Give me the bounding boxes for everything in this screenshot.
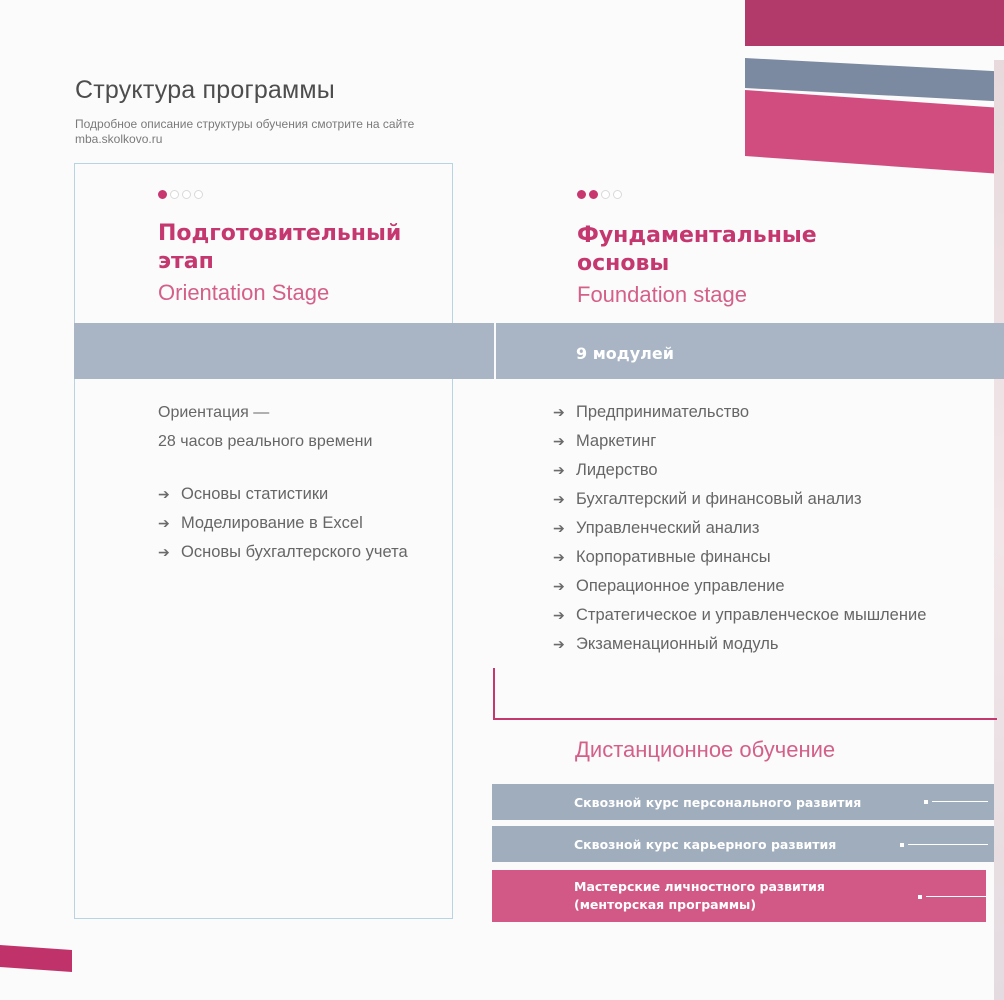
modules-count-label: 9 модулей: [576, 344, 674, 363]
arrow-right-icon: ➔: [553, 462, 565, 478]
list-item: ➔ Лидерство: [553, 456, 926, 485]
progress-dot-icon: [170, 190, 179, 199]
progress-dot-icon: [589, 190, 598, 199]
progress-dot-icon: [158, 190, 167, 199]
foundation-progress-dots: [577, 190, 622, 199]
orientation-title-ru: Подготовительный этап: [158, 221, 402, 274]
orientation-heading: [158, 220, 448, 307]
course-label: Сквозной курс персонального развития: [574, 794, 862, 810]
marker-dot-icon: [900, 843, 904, 847]
marker-line: [932, 801, 988, 802]
arrow-right-icon: ➔: [553, 636, 565, 652]
list-item: ➔ Бухгалтерский и финансовый анализ: [553, 485, 926, 514]
foundation-module-list: [553, 398, 926, 659]
orientation-intro-line1: Ориентация —: [158, 404, 270, 421]
progress-dot-icon: [194, 190, 203, 199]
page-title: Структура программы: [75, 76, 335, 104]
marker-dot-icon: [924, 800, 928, 804]
arrow-right-icon: ➔: [553, 433, 565, 449]
orientation-intro-line2: 28 часов реального времени: [158, 433, 373, 450]
list-item: ➔ Управленческий анализ: [553, 514, 926, 543]
foundation-heading: [577, 222, 877, 309]
decor-stripe-top: [745, 0, 1004, 46]
list-item: ➔ Корпоративные финансы: [553, 543, 926, 572]
list-item: ➔ Основы статистики: [158, 480, 408, 509]
list-item: ➔ Экзаменационный модуль: [553, 630, 926, 659]
decor-bottom-accent: [0, 945, 72, 972]
marker-dot-icon: [918, 895, 922, 899]
orientation-progress-dots: [158, 190, 203, 199]
course-bar-mentor: [492, 870, 986, 922]
progress-dot-icon: [613, 190, 622, 199]
foundation-band: [496, 323, 1004, 379]
orientation-band: [74, 323, 494, 379]
connector-line-vertical: [493, 668, 495, 720]
marker-line: [926, 896, 986, 897]
course-bar-career: [492, 826, 994, 862]
orientation-intro: [158, 398, 372, 456]
list-item: ➔ Стратегическое и управленческое мышление: [553, 601, 926, 630]
connector-line-horizontal: [493, 718, 997, 720]
marker-line: [908, 844, 988, 845]
foundation-title-ru: Фундаментальные основы: [577, 223, 817, 276]
foundation-title-en: Foundation stage: [577, 282, 748, 307]
arrow-right-icon: ➔: [553, 404, 565, 420]
course-label: Сквозной курс карьерного развития: [574, 836, 837, 852]
arrow-right-icon: ➔: [553, 520, 565, 536]
arrow-right-icon: ➔: [553, 578, 565, 594]
arrow-right-icon: ➔: [553, 607, 565, 623]
course-label: Мастерские личностного развития (менторская программы): [574, 879, 825, 912]
orientation-list: [158, 480, 408, 567]
progress-dot-icon: [601, 190, 610, 199]
arrow-right-icon: ➔: [553, 491, 565, 507]
list-item: ➔ Моделирование в Excel: [158, 509, 408, 538]
arrow-right-icon: ➔: [158, 515, 170, 531]
progress-dot-icon: [577, 190, 586, 199]
list-item: ➔ Предпринимательство: [553, 398, 926, 427]
arrow-right-icon: ➔: [158, 544, 170, 560]
decor-stripe-pink: [745, 90, 1004, 174]
decor-page-edge: [994, 60, 1004, 1000]
distance-learning-title: Дистанционное обучение: [575, 737, 836, 762]
course-bar-personal: [492, 784, 994, 820]
arrow-right-icon: ➔: [553, 549, 565, 565]
arrow-right-icon: ➔: [158, 486, 170, 502]
list-item: ➔ Маркетинг: [553, 427, 926, 456]
list-item: ➔ Основы бухгалтерского учета: [158, 538, 408, 567]
page-subtitle: Подробное описание структуры обучения смотрите на сайте mba.skolkovo.ru: [75, 117, 415, 146]
progress-dot-icon: [182, 190, 191, 199]
list-item: ➔ Операционное управление: [553, 572, 926, 601]
orientation-title-en: Orientation Stage: [158, 280, 330, 305]
